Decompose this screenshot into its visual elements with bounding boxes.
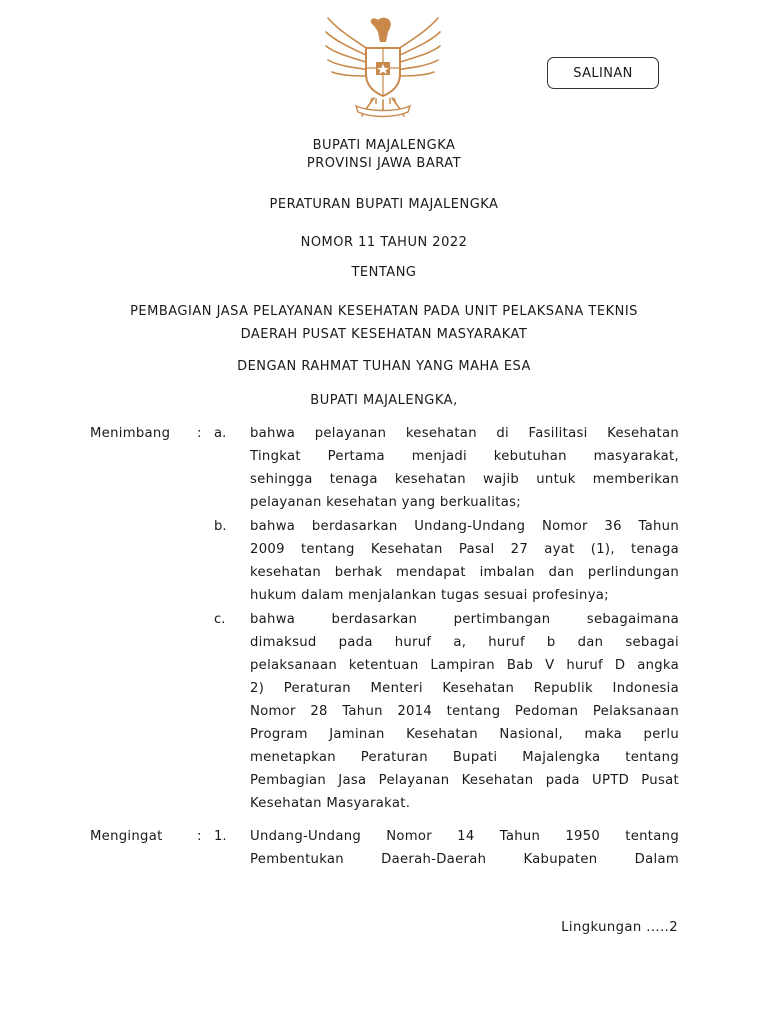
text-line: Pembagian Jasa Pelayanan Kesehatan pada UPTD Pusat (250, 773, 679, 788)
province-title: PROVINSI JAWA BARAT (306, 156, 462, 171)
blessing-line: DENGAN RAHMAT TUHAN YANG MAHA ESA (237, 359, 531, 374)
text-line: bahwa berdasarkan Undang-Undang Nomor 36 Tahun (250, 519, 679, 534)
menimbang-colon: : (197, 426, 202, 441)
menimbang-item-b (250, 515, 679, 607)
text-line: Program Jaminan Kesehatan Nasional, maka perlu (250, 727, 679, 742)
issuer-line: BUPATI MAJALENGKA, (310, 393, 458, 408)
text-line: dimaksud pada huruf a, huruf b dan sebagai (250, 635, 679, 650)
text-line: bahwa pelayanan kesehatan di Fasilitasi Kesehatan (250, 426, 679, 441)
mengingat-colon: : (197, 829, 202, 844)
menimbang-item-c (250, 608, 679, 815)
text-line: Kesehatan Masyarakat. (250, 796, 411, 811)
text-line: 2009 tentang Kesehatan Pasal 27 ayat (1), tenaga (250, 542, 679, 557)
menimbang-label: Menimbang (90, 426, 171, 441)
menimbang-item-a (250, 422, 679, 514)
mengingat-label: Mengingat (90, 829, 163, 844)
regulation-number: NOMOR 11 TAHUN 2022 (300, 235, 468, 250)
mengingat-item-1 (250, 825, 679, 871)
garuda-emblem-icon (322, 12, 444, 124)
subject-line-2: DAERAH PUSAT KESEHATAN MASYARAKAT (240, 327, 528, 342)
text-line: sehingga tenaga kesehatan wajib untuk memberikan (250, 472, 679, 487)
about-heading: TENTANG (351, 265, 417, 280)
text-line: Pembentukan Daerah-Daerah Kabupaten Dalam (250, 852, 679, 867)
text-line: hukum dalam menjalankan tugas sesuai profesinya; (250, 588, 609, 603)
text-line: Undang-Undang Nomor 14 Tahun 1950 tentang (250, 829, 679, 844)
subject-line-1: PEMBAGIAN JASA PELAYANAN KESEHATAN PADA UNIT PELAKSANA TEKNIS (130, 304, 638, 319)
text-line: pelaksanaan ketentuan Lampiran Bab V huruf D angka (250, 658, 679, 673)
text-line: menetapkan Peraturan Bupati Majalengka tentang (250, 750, 679, 765)
office-title: BUPATI MAJALENGKA (312, 138, 456, 153)
menimbang-marker-b: b. (214, 519, 227, 534)
text-line: Nomor 28 Tahun 2014 tentang Pedoman Pelaksanaan (250, 704, 679, 719)
mengingat-marker-1: 1. (214, 829, 227, 844)
salinan-stamp: SALINAN (547, 57, 659, 89)
text-line: pelayanan kesehatan yang berkualitas; (250, 495, 521, 510)
menimbang-marker-c: c. (214, 612, 226, 627)
next-page-indicator: Lingkungan .....2 (561, 920, 678, 935)
regulation-title: PERATURAN BUPATI MAJALENGKA (269, 197, 499, 212)
menimbang-marker-a: a. (214, 426, 227, 441)
text-line: bahwa berdasarkan pertimbangan sebagaimana (250, 612, 679, 627)
text-line: kesehatan berhak mendapat imbalan dan perlindungan (250, 565, 679, 580)
text-line: 2) Peraturan Menteri Kesehatan Republik Indonesia (250, 681, 679, 696)
text-line: Tingkat Pertama menjadi kebutuhan masyarakat, (250, 449, 679, 464)
